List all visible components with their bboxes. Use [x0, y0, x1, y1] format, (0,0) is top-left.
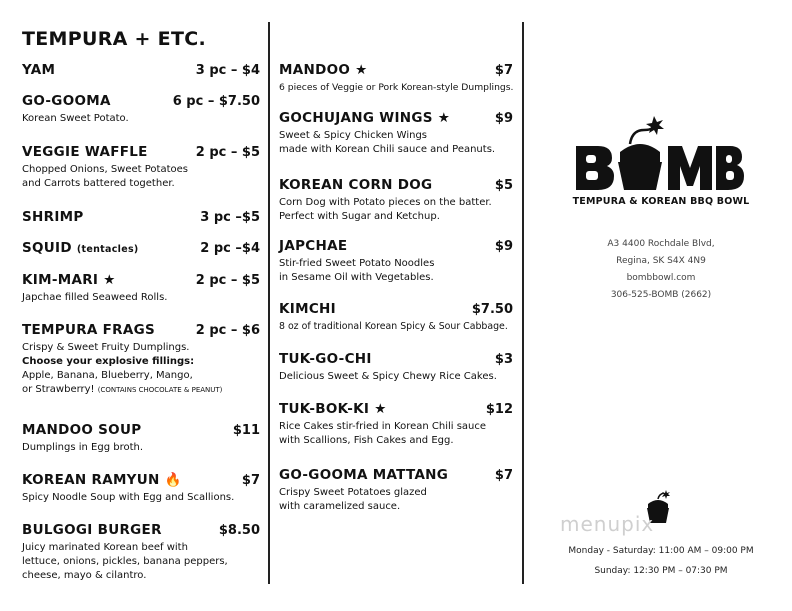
menu-item-tempura-frags: TEMPURA FRAGS 2 pc – $6 Crispy & Sweet Fruity Dumplings. Choose your explosive fillings: Apple, Banana, Blueberry, Mango, or Strawberry! (CONTAINS CHOCOLATE & PEANUT) [22, 322, 260, 395]
menu-item-go-gooma-mattang: GO-GOOMA MATTANG $7 Crispy Sweet Potatoes glazed with caramelized sauce. [279, 467, 513, 512]
column-divider-right [522, 22, 524, 584]
menu-item-gochujang-wings: GOCHUJANG WINGS ★ $9 Sweet & Spicy Chicken Wings made with Korean Chili sauce and Peanuts. [279, 110, 513, 155]
menu-item-kimchi: KIMCHI $7.50 8 oz of traditional Korean Spicy & Sour Cabbage. [279, 301, 513, 332]
menu-item-tuk-bok-ki: TUK-BOK-KI ★ $12 Rice Cakes stir-fried in Korean Chili sauce with Scallions, Fish Cakes and Egg. [279, 401, 513, 446]
brand-tagline: TEMPURA & KOREAN BBQ BOWL [572, 196, 750, 207]
menu-item-shrimp: SHRIMP 3 pc –$5 [22, 209, 260, 225]
restaurant-address: A3 4400 Rochdale Blvd, Regina, SK S4X 4N9 bombbowl.com 306-525-BOMB (2662) [530, 236, 792, 304]
menupix-watermark: menupix [560, 512, 655, 536]
menu-item-korean-ramyun: KOREAN RAMYUN 🔥 $7 Spicy Noodle Soup with Egg and Scallions. [22, 472, 260, 503]
bomb-logo [572, 116, 744, 196]
menu-item-kim-mari: KIM-MARI ★ 2 pc – $5 Japchae filled Seaweed Rolls. [22, 272, 260, 303]
column-divider-left [268, 22, 270, 584]
opening-hours: Monday - Saturday: 11:00 AM – 09:00 PM Sunday: 12:30 PM – 07:30 PM [568, 546, 754, 576]
menu-item-japchae: JAPCHAE $9 Stir-fried Sweet Potato Noodles in Sesame Oil with Vegetables. [279, 238, 513, 283]
menu-item-korean-corn-dog: KOREAN CORN DOG $5 Corn Dog with Potato pieces on the batter. Perfect with Sugar and Ketchup. [279, 177, 513, 222]
menu-item-veggie-waffle: VEGGIE WAFFLE 2 pc – $5 Chopped Onions, Sweet Potatoes and Carrots battered together. [22, 144, 260, 189]
menu-item-bulgogi-burger: BULGOGI BURGER $8.50 Juicy marinated Korean beef with lettuce, onions, pickles, banana peppers, cheese, mayo & cilantro. [22, 522, 260, 581]
menu-item-squid: SQUID (tentacles) 2 pc –$4 [22, 240, 260, 256]
website-link[interactable]: bombbowl.com [626, 273, 696, 283]
section-heading: TEMPURA + ETC. [22, 28, 206, 50]
menu-item-mandoo-soup: MANDOO SOUP $11 Dumplings in Egg broth. [22, 422, 260, 453]
menu-item-yam: YAM 3 pc – $4 [22, 62, 260, 78]
phone-number: 306-525-BOMB (2662) [610, 290, 712, 300]
menu-item-tuk-go-chi: TUK-GO-CHI $3 Delicious Sweet & Spicy Chewy Rice Cakes. [279, 351, 513, 382]
menu-item-mandoo: MANDOO ★ $7 6 pieces of Veggie or Pork Korean-style Dumplings. [279, 62, 514, 93]
menu-item-go-gooma: GO-GOOMA 6 pc – $7.50 Korean Sweet Potato. [22, 93, 260, 124]
